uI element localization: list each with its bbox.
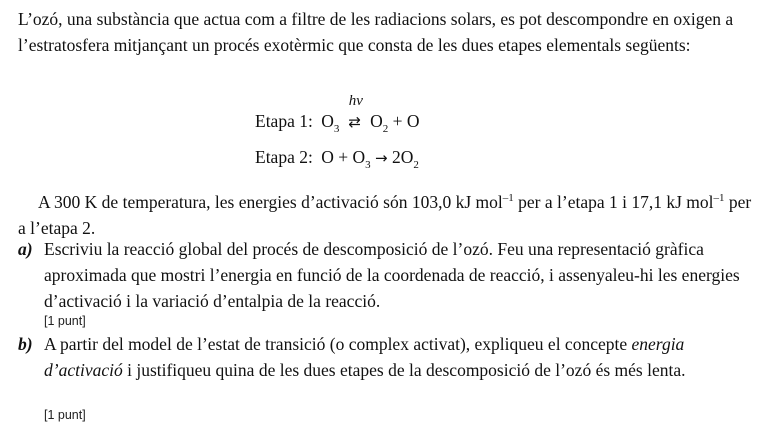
step1-arrow-group (345, 93, 365, 133)
question-b-text-after: i justifiqueu quina de les dues etapes de la descomposició de l’ozó és més lenta. (122, 360, 686, 380)
step2-plus: + (338, 147, 349, 167)
step1-plus: + (392, 111, 403, 131)
question-b-points: [1 punt] (44, 408, 86, 422)
step2-reactant1: O (321, 147, 334, 167)
step1-reactant-sub: 3 (333, 123, 340, 135)
question-b-marker: b) (18, 334, 33, 354)
question-a-marker: a) (18, 239, 33, 259)
unit-exponent-2: –1 (713, 192, 725, 204)
intro-paragraph: L’ozó, una substància que actua com a filtre de les radiacions solars, es pot descompondre en oxigen a l’estratosfera mitjançant un procés exotèrmic que consta de les dues etapes elementals següents: (18, 9, 734, 55)
step1-product1-sub: 2 (382, 123, 389, 135)
step1-label: Etapa 1: (255, 111, 313, 131)
step2-reactant2: O (352, 147, 366, 167)
step1-reactant: O (321, 111, 334, 131)
data-part1: A 300 K de temperatura, les energies d’activació són 103,0 kJ mol (38, 192, 503, 212)
activation-energies-paragraph (18, 185, 758, 241)
step1-product2: O (406, 111, 420, 131)
step2-product-sub: 2 (413, 159, 419, 171)
question-b-emphasis: energia d’activació (44, 334, 685, 380)
data-part2: per a l’etapa 1 i 17,1 kJ mol (513, 192, 714, 212)
unit-exponent-1: –1 (502, 192, 514, 204)
question-a-text: Escriviu la reacció global del procés de descomposició de l’ozó. Feu una representació gràfica aproximada que mostri l’energia en funció de la coordenada de reacció, i assenyaleu-hi les energies d’activació i la variació d’entalpia de la reacció. (44, 239, 740, 311)
equilibrium-arrow-icon: ⇄ (348, 113, 361, 131)
question-b-text (44, 331, 758, 383)
step1-equation (255, 93, 420, 140)
step2-reactant2-sub: 3 (365, 159, 371, 171)
data-part3: per a l’etapa 2. (18, 192, 752, 238)
step1-condition: hν (348, 93, 363, 109)
question-b-text-before: A partir del model de l’estat de transició (o complex activat), expliqueu el concepte (44, 334, 632, 354)
step2-equation (255, 146, 419, 176)
step2-product-coef: 2 (391, 147, 401, 167)
step2-label: Etapa 2: (255, 147, 313, 167)
question-a-points: [1 punt] (44, 314, 86, 328)
step1-product1: O (370, 111, 383, 131)
step2-product: O (400, 147, 414, 167)
forward-arrow-icon: → (374, 149, 388, 167)
